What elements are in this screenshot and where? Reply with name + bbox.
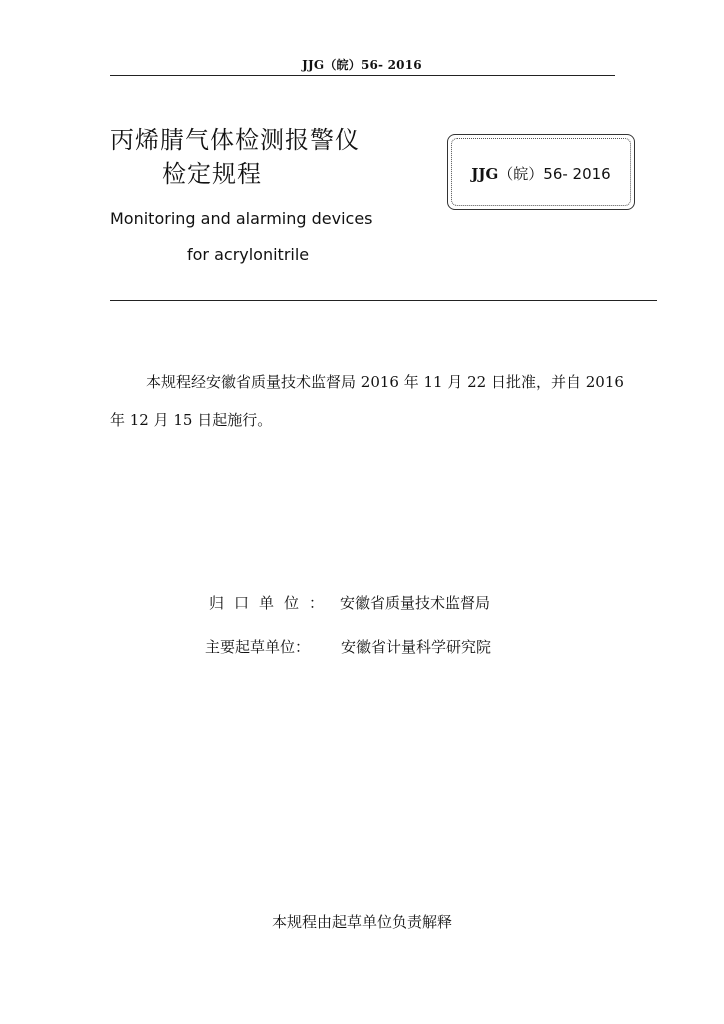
standard-code-prefix: JJG bbox=[471, 165, 499, 183]
authority-value: 安徽省质量技术监督局 bbox=[340, 594, 491, 612]
standard-code-suffix: （皖）56- 2016 bbox=[498, 165, 611, 183]
title-english-line1: Monitoring and alarming devices bbox=[110, 209, 373, 228]
drafter-label: 主要起草单位： bbox=[205, 638, 311, 656]
header-standard-code: JJG（皖）56- 2016 bbox=[302, 58, 422, 72]
drafter-value: 安徽省计量科学研究院 bbox=[341, 638, 492, 656]
approval-statement: 本规程经安徽省质量技术监督局 2016 年 11 月 22 日批准，并自 2016 年 12 月 15 日起施行。 bbox=[110, 373, 624, 429]
drafter-row bbox=[205, 636, 491, 657]
header-divider bbox=[110, 75, 615, 76]
title-chinese-line1: 丙烯腈气体检测报警仪 bbox=[110, 126, 360, 154]
standard-code-text bbox=[448, 163, 634, 184]
authority-row bbox=[209, 592, 490, 613]
title-divider bbox=[110, 300, 657, 301]
title-chinese-line2: 检定规程 bbox=[162, 160, 262, 188]
authority-label: 归口单位： bbox=[209, 594, 335, 612]
standard-code-box bbox=[447, 134, 635, 210]
interpretation-note: 本规程由起草单位负责解释 bbox=[271, 913, 452, 931]
title-english-line2: for acrylonitrile bbox=[187, 245, 310, 264]
